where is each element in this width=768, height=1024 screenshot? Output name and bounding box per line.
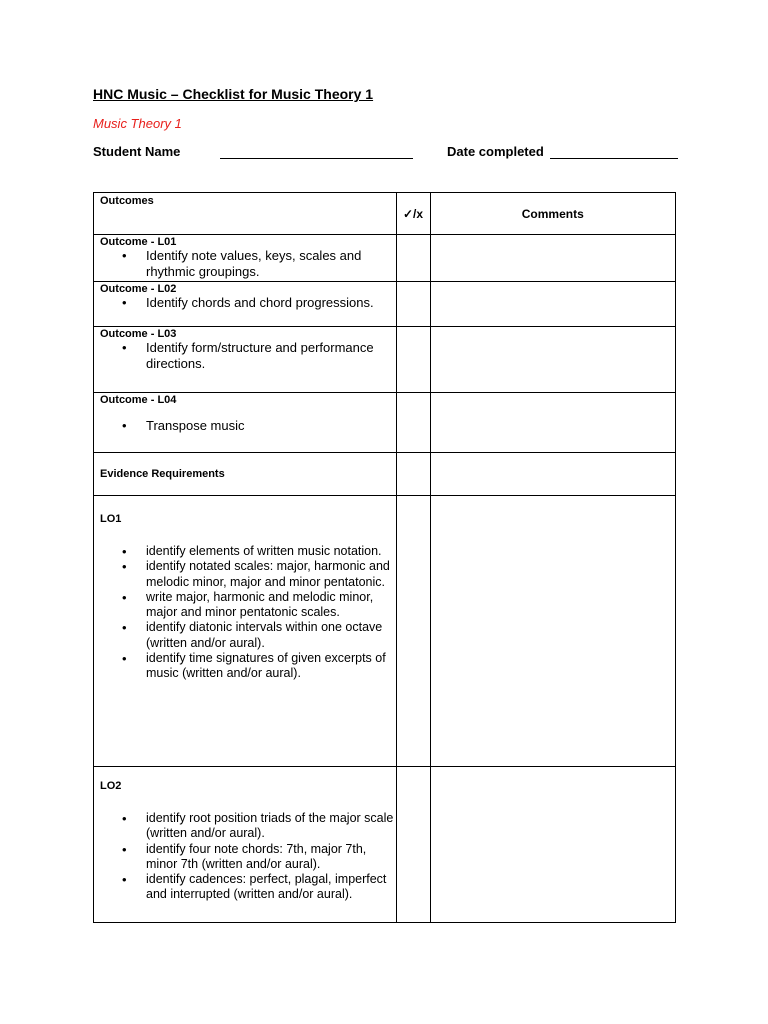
evidence-cell xyxy=(94,767,397,923)
outcome-list xyxy=(94,418,396,434)
check-cell[interactable] xyxy=(396,767,430,923)
table-row xyxy=(94,496,676,767)
document-title: HNC Music – Checklist for Music Theory 1 xyxy=(93,86,374,102)
checklist-table xyxy=(93,192,676,923)
list-item: • identify time signatures of given excerpts of music (written and/or aural). xyxy=(146,651,396,682)
evidence-cell xyxy=(94,496,397,767)
table-row xyxy=(94,453,676,496)
check-cell[interactable] xyxy=(396,327,430,393)
outcome-title: Outcome - L04 xyxy=(100,394,177,406)
list-item: • identify notated scales: major, harmonic and melodic minor, major and minor pentatonic. xyxy=(146,559,396,590)
comments-cell[interactable] xyxy=(430,496,675,767)
comments-cell[interactable] xyxy=(430,393,675,453)
outcome-title: Outcome - L02 xyxy=(100,283,177,295)
comments-cell[interactable] xyxy=(430,327,675,393)
outcome-title: Outcome - L03 xyxy=(100,328,177,340)
list-item: • Identify form/structure and performance directions. xyxy=(146,340,396,371)
table-row xyxy=(94,393,676,453)
list-item: • identify diatonic intervals within one octave (written and/or aural). xyxy=(146,620,396,651)
check-cell[interactable] xyxy=(396,453,430,496)
outcome-cell xyxy=(94,393,397,453)
comments-cell[interactable] xyxy=(430,282,675,327)
table-row xyxy=(94,282,676,327)
list-item: • Identify chords and chord progressions. xyxy=(146,295,396,311)
list-item: • identify four note chords: 7th, major 7th, minor 7th (written and/or aural). xyxy=(146,842,396,873)
check-cell[interactable] xyxy=(396,393,430,453)
list-item: • identify cadences: perfect, plagal, imperfect and interrupted (written and/or aural). xyxy=(146,872,396,903)
evidence-heading-cell xyxy=(94,453,397,496)
check-header: ✓/x xyxy=(396,193,430,235)
date-completed-field[interactable] xyxy=(550,158,678,159)
table-row xyxy=(94,767,676,923)
evidence-title: LO1 xyxy=(100,513,122,525)
student-name-field[interactable] xyxy=(220,158,413,159)
table-header-row xyxy=(94,193,676,235)
list-item: • write major, harmonic and melodic minor, major and minor pentatonic scales. xyxy=(146,590,396,621)
evidence-heading: Evidence Requirements xyxy=(100,468,225,480)
check-cell[interactable] xyxy=(396,235,430,282)
date-completed-label: Date completed xyxy=(447,144,544,159)
outcome-list xyxy=(94,295,396,311)
list-item: • Transpose music xyxy=(146,418,396,434)
table-row xyxy=(94,235,676,282)
list-item: • identify root position triads of the major scale (written and/or aural). xyxy=(146,811,396,842)
list-item: • identify elements of written music notation. xyxy=(146,544,396,559)
check-cell[interactable] xyxy=(396,496,430,767)
outcomes-header: Outcomes xyxy=(94,193,397,235)
table-row xyxy=(94,327,676,393)
outcome-cell xyxy=(94,282,397,327)
student-name-label: Student Name xyxy=(93,144,181,159)
outcome-title: Outcome - L01 xyxy=(100,236,177,248)
check-cell[interactable] xyxy=(396,282,430,327)
outcome-cell xyxy=(94,327,397,393)
comments-header: Comments xyxy=(430,193,675,235)
outcome-list xyxy=(94,248,396,279)
outcome-cell xyxy=(94,235,397,282)
comments-cell[interactable] xyxy=(430,235,675,282)
list-item: • Identify note values, keys, scales and rhythmic groupings. xyxy=(146,248,396,279)
evidence-title: LO2 xyxy=(100,780,122,792)
comments-cell[interactable] xyxy=(430,767,675,923)
evidence-list xyxy=(94,544,396,682)
evidence-list xyxy=(94,811,396,903)
outcome-list xyxy=(94,340,396,371)
document-subtitle: Music Theory 1 xyxy=(93,116,182,131)
comments-cell[interactable] xyxy=(430,453,675,496)
